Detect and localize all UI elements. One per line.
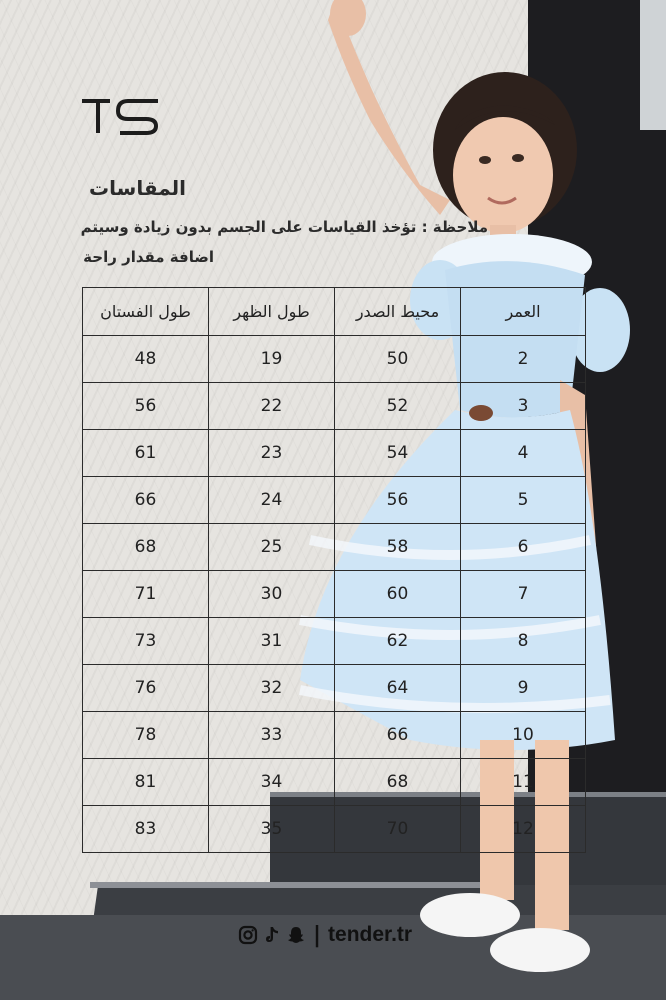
cell-dress-length: 71 [83, 571, 209, 618]
table-row [83, 571, 586, 618]
page-title: المقاسات [89, 176, 186, 200]
header-chest: محيط الصدر [335, 288, 461, 336]
cell-chest: 64 [335, 665, 461, 712]
cell-age: 9 [461, 665, 586, 712]
cell-dress-length: 83 [83, 806, 209, 853]
cell-chest: 56 [335, 477, 461, 524]
cell-back-length: 23 [209, 430, 335, 477]
cell-age: 5 [461, 477, 586, 524]
tiktok-icon[interactable] [262, 925, 282, 945]
note-line-1: ملاحظة : تؤخذ القياسات على الجسم بدون زيادة وسيتم [80, 218, 488, 236]
cell-age: 8 [461, 618, 586, 665]
brand-logo [80, 95, 162, 137]
cell-chest: 70 [335, 806, 461, 853]
cell-dress-length: 76 [83, 665, 209, 712]
table-row [83, 665, 586, 712]
table-row [83, 618, 586, 665]
table-header-row [83, 288, 586, 336]
cell-dress-length: 56 [83, 383, 209, 430]
cell-age: 12 [461, 806, 586, 853]
social-handle[interactable]: tender.tr [328, 923, 413, 946]
cell-chest: 66 [335, 712, 461, 759]
table-row [83, 806, 586, 853]
cell-age: 10 [461, 712, 586, 759]
table-row [83, 430, 586, 477]
cell-back-length: 22 [209, 383, 335, 430]
cell-chest: 68 [335, 759, 461, 806]
cell-chest: 54 [335, 430, 461, 477]
cell-back-length: 34 [209, 759, 335, 806]
cell-dress-length: 48 [83, 336, 209, 383]
header-age: العمر [461, 288, 586, 336]
table-row [83, 477, 586, 524]
cell-dress-length: 81 [83, 759, 209, 806]
cell-dress-length: 61 [83, 430, 209, 477]
cell-chest: 52 [335, 383, 461, 430]
cell-chest: 60 [335, 571, 461, 618]
cell-back-length: 25 [209, 524, 335, 571]
size-table [82, 287, 586, 853]
cell-chest: 62 [335, 618, 461, 665]
cell-back-length: 31 [209, 618, 335, 665]
cell-dress-length: 66 [83, 477, 209, 524]
table-row [83, 759, 586, 806]
table-row [83, 383, 586, 430]
cell-chest: 50 [335, 336, 461, 383]
cell-chest: 58 [335, 524, 461, 571]
cell-age: 2 [461, 336, 586, 383]
cell-back-length: 30 [209, 571, 335, 618]
table-row [83, 336, 586, 383]
cell-age: 7 [461, 571, 586, 618]
cell-age: 11 [461, 759, 586, 806]
cell-age: 6 [461, 524, 586, 571]
cell-back-length: 33 [209, 712, 335, 759]
cell-dress-length: 68 [83, 524, 209, 571]
footer-separator: | [313, 922, 322, 948]
cell-age: 4 [461, 430, 586, 477]
note-line-2: اضافة مقدار راحة [83, 248, 214, 266]
cell-dress-length: 78 [83, 712, 209, 759]
instagram-icon[interactable] [238, 925, 258, 945]
snapchat-icon[interactable] [286, 925, 306, 945]
cell-age: 3 [461, 383, 586, 430]
cell-back-length: 35 [209, 806, 335, 853]
table-row [83, 524, 586, 571]
header-dress-length: طول الفستان [83, 288, 209, 336]
header-back-length: طول الظهر [209, 288, 335, 336]
table-row [83, 712, 586, 759]
cell-back-length: 19 [209, 336, 335, 383]
cell-dress-length: 73 [83, 618, 209, 665]
cell-back-length: 32 [209, 665, 335, 712]
social-footer [238, 920, 412, 950]
cell-back-length: 24 [209, 477, 335, 524]
